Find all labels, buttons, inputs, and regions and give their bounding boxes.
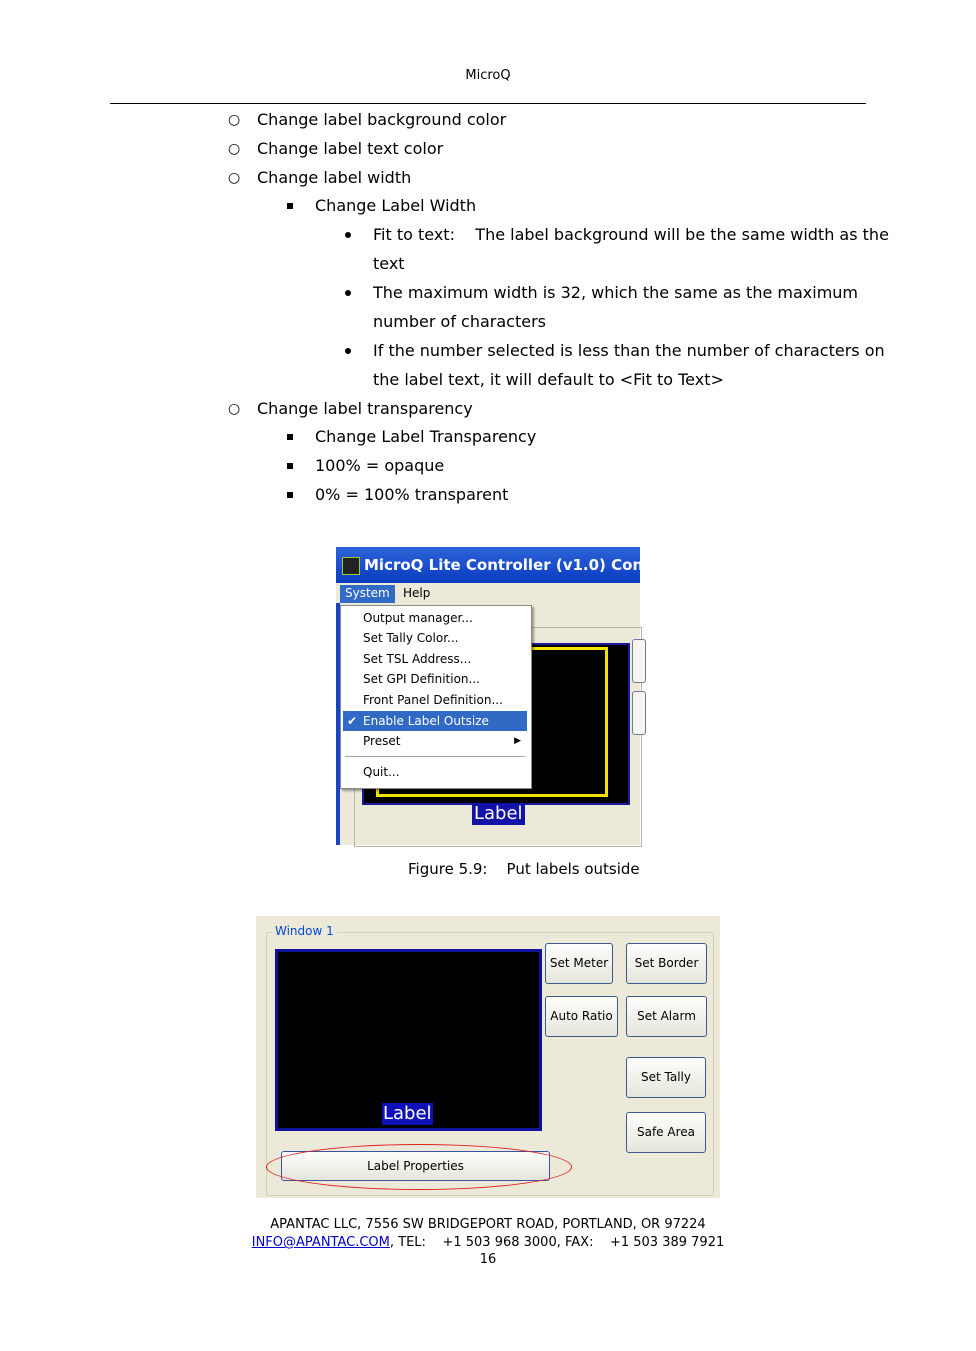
- menu-item-enable-label-outsize[interactable]: ✔ Enable Label Outsize: [343, 711, 527, 731]
- square-bullet: [287, 492, 293, 498]
- dot-bullet: [345, 348, 351, 354]
- list-item: 0% = 100% transparent: [315, 485, 509, 504]
- highlight-ellipse: [266, 1144, 572, 1190]
- menu-item-preset[interactable]: Preset ▶: [343, 731, 527, 751]
- list-item: Change Label Width: [315, 196, 477, 215]
- list-item: Change label text color: [257, 139, 444, 158]
- menubar: [336, 583, 640, 603]
- circle-bullet: ○: [228, 112, 241, 128]
- list-item: Change Label Transparency: [315, 427, 537, 446]
- set-border-button[interactable]: Set Border: [626, 943, 707, 984]
- figure-caption: Figure 5.9: Put labels outside: [408, 860, 640, 878]
- circle-bullet: ○: [228, 141, 241, 157]
- figure1-screenshot: [336, 547, 673, 845]
- circle-bullet: ○: [228, 401, 241, 417]
- list-item: 100% = opaque: [315, 456, 445, 475]
- email-link[interactable]: INFO@APANTAC.COM: [251, 1235, 390, 1250]
- set-tally-button[interactable]: Set Tally: [626, 1057, 706, 1098]
- window-titlebar: [336, 547, 673, 583]
- list-item: Change label transparency: [257, 399, 473, 418]
- safe-area-button[interactable]: Safe Area: [626, 1112, 706, 1153]
- window-title: MicroQ Lite Controller (v1.0) Connec: [364, 556, 673, 574]
- menu-separator: [345, 756, 525, 757]
- menu-help[interactable]: Help: [403, 586, 431, 600]
- list-item: Change label width: [257, 168, 412, 187]
- contact-numbers: , TEL: +1 503 968 3000, FAX: +1 503 389 7921: [389, 1235, 725, 1250]
- list-item-continuation: text: [373, 254, 405, 273]
- checkmark-icon: ✔: [347, 714, 358, 728]
- page-header: MicroQ: [465, 68, 511, 83]
- app-icon: [342, 557, 360, 575]
- menu-item-front-panel-definition[interactable]: Front Panel Definition...: [363, 693, 503, 707]
- header-rule: [110, 103, 866, 104]
- list-item: If the number selected is less than the number of characters on: [373, 341, 885, 360]
- square-bullet: [287, 203, 293, 209]
- page-number: 16: [479, 1252, 497, 1267]
- auto-ratio-button[interactable]: Auto Ratio: [545, 996, 618, 1037]
- video-label: Label: [474, 803, 523, 824]
- set-meter-button[interactable]: Set Meter: [545, 943, 613, 984]
- set-alarm-button[interactable]: Set Alarm: [626, 996, 707, 1037]
- figure2-screenshot: [256, 916, 720, 1198]
- list-item: The maximum width is 32, which the same as the maximum: [373, 283, 859, 302]
- menu-item-output-manager[interactable]: Output manager...: [363, 611, 473, 625]
- square-bullet: [287, 463, 293, 469]
- list-item: Fit to text: The label background will be the same width as the: [373, 225, 889, 244]
- footer-contact: [0, 1235, 976, 1250]
- side-button[interactable]: [632, 691, 646, 735]
- menu-item-quit[interactable]: Quit...: [363, 765, 400, 779]
- video-label: Label: [383, 1103, 432, 1124]
- submenu-arrow-icon: ▶: [514, 736, 521, 746]
- group-title: Window 1: [272, 924, 337, 938]
- menu-item-set-tsl-address[interactable]: Set TSL Address...: [363, 652, 472, 666]
- menu-item-set-tally-color[interactable]: Set Tally Color...: [363, 631, 459, 645]
- circle-bullet: ○: [228, 170, 241, 186]
- menu-item-set-gpi-definition[interactable]: Set GPI Definition...: [363, 672, 480, 686]
- dot-bullet: [345, 232, 351, 238]
- square-bullet: [287, 434, 293, 440]
- side-button[interactable]: [632, 639, 646, 683]
- dot-bullet: [345, 290, 351, 296]
- menu-system[interactable]: System: [340, 585, 395, 603]
- footer-address: APANTAC LLC, 7556 SW BRIDGEPORT ROAD, PORTLAND, OR 97224: [270, 1217, 706, 1232]
- list-item-continuation: the label text, it will default to <Fit to Text>: [373, 370, 724, 389]
- label-properties-button[interactable]: Label Properties: [281, 1151, 550, 1181]
- list-item: Change label background color: [257, 110, 507, 129]
- system-dropdown-menu: [340, 605, 532, 789]
- list-item-continuation: number of characters: [373, 312, 546, 331]
